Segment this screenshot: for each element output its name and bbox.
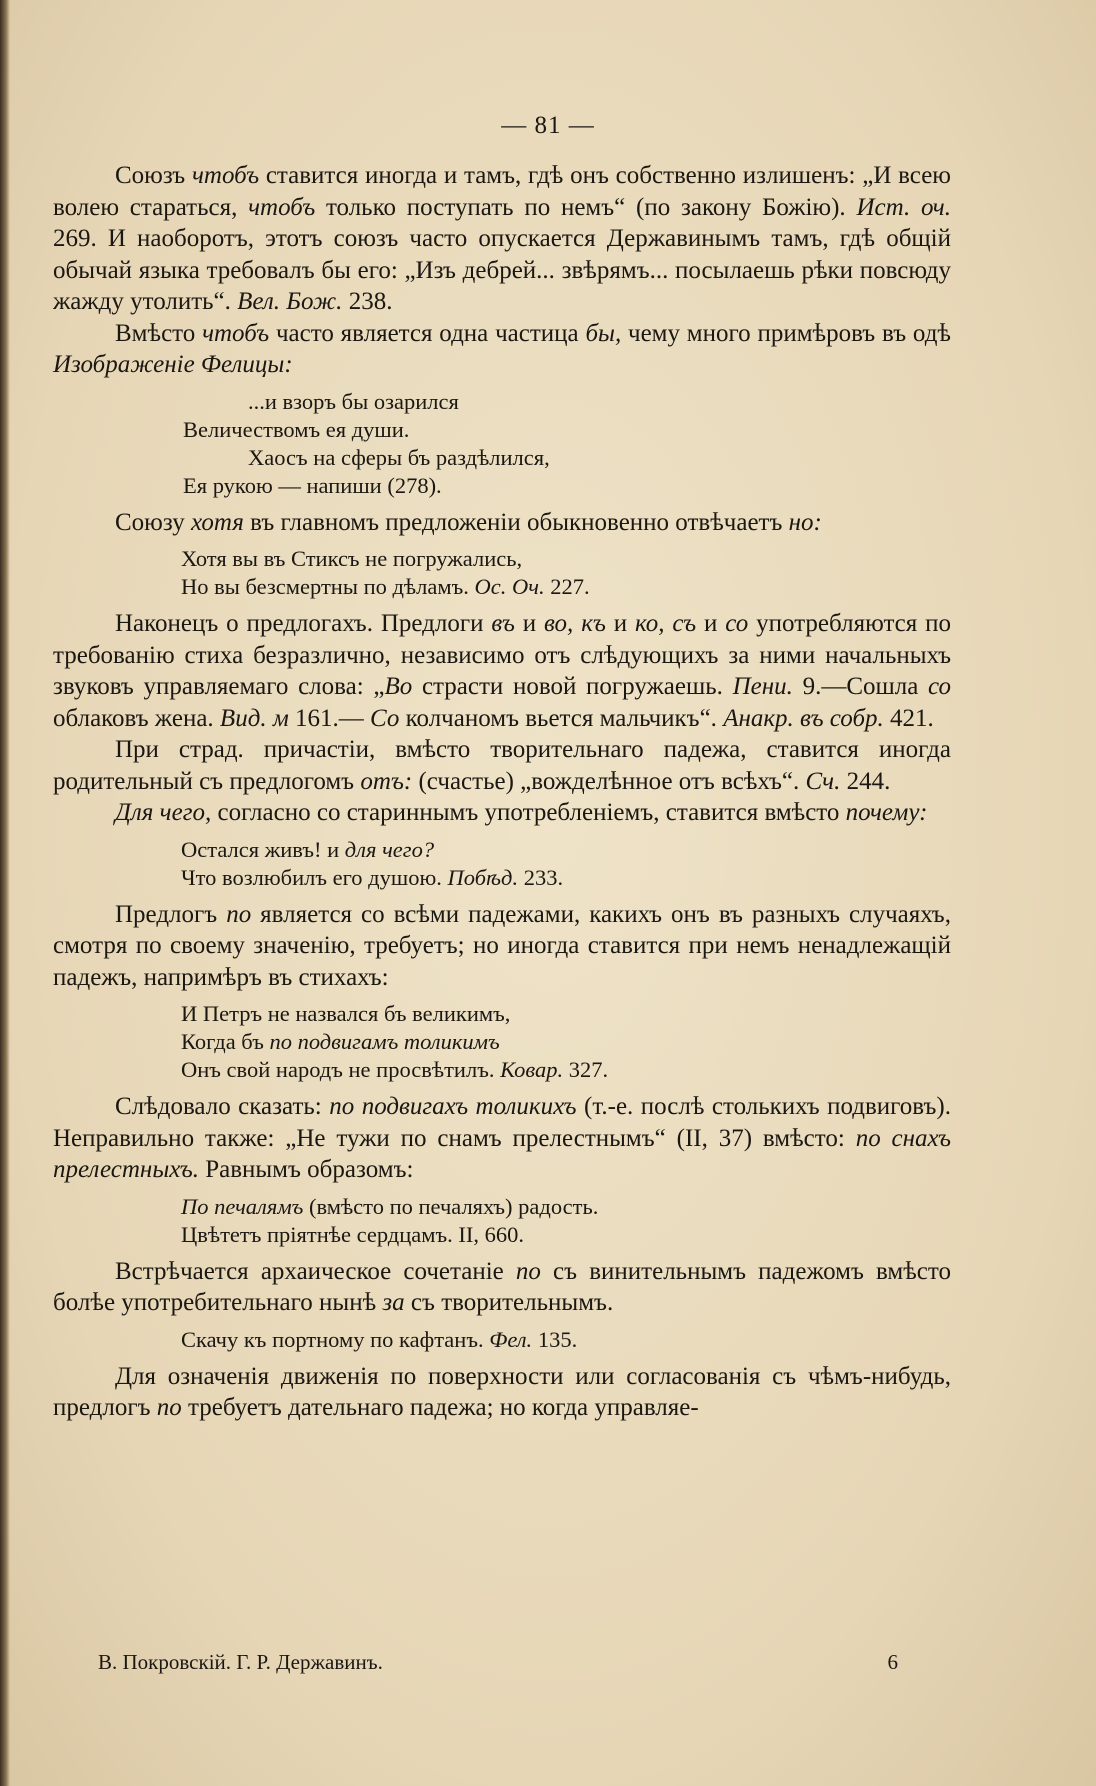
verse-line [181,1326,951,1354]
paragraph-1 [53,160,951,318]
paragraph-9 [53,1256,951,1319]
italic-word: по [156,1394,182,1421]
paragraph-10 [53,1361,951,1424]
italic-word: отъ: [360,767,413,795]
italic-word: Со [370,704,400,732]
text-run: страсти новой погружаешь. [412,673,733,700]
page-number: — 81 — [501,112,595,139]
text-run: Встрѣчается архаическое сочетаніе [115,1257,516,1285]
text-run: Когда бъ [181,1029,270,1054]
citation: Сч. [805,767,841,795]
italic-word: хотя [190,508,244,536]
text-run: 135. [532,1326,578,1352]
citation: Анакр. въ собр. [723,704,884,732]
italic-word: по подвигахъ толикихъ [329,1093,577,1120]
paragraph-6 [53,797,951,829]
text-run: 238. [342,288,393,315]
paragraph-2 [53,318,951,381]
text-run: 233. [518,864,564,890]
citation: Ист. оч. [856,193,951,221]
citation: Ковар. [500,1057,564,1082]
text-run: часто является одна частица [269,319,586,347]
text-run: употребляются по требованію стиха безразлично, независимо отъ слѣдующихъ за ними начальныхъ звуковъ управляемаго слова: „ [53,610,952,700]
text-run: въ главномъ предложеніи обыкновенно отвѣчаетъ [243,508,789,536]
citation: Фел. [489,1326,533,1352]
text-run: 227. [544,574,590,599]
citation: Вел. Бож. [237,288,343,315]
text-run: съ винительнымъ падежомъ вмѣсто болѣе употребительнаго нынѣ [53,1257,951,1316]
text-run: съ творительнымъ. [404,1289,614,1316]
text-run: 421. [883,704,934,732]
verse-line: Цвѣтетъ пріятнѣе сердцамъ. II, 660. [181,1221,525,1247]
text-run: ставится иногда и тамъ, гдѣ онъ собственно излишенъ: „И всею волею стараться, [53,162,951,221]
page-edge-shadow [0,0,10,1786]
text-run: Вмѣсто [115,319,203,347]
italic-word: по подвигамъ толикимъ [269,1029,500,1054]
italic-word: но: [788,508,822,536]
verse-line [181,1193,951,1221]
verse-line: ...и взоръ бы озарился [248,388,459,414]
citation: Пени. [732,673,793,700]
verse-line [181,1028,951,1056]
italic-word: во, [544,610,574,637]
italic-word: со [928,673,951,700]
text-run: Слѣдовало сказать: [115,1093,330,1120]
italic-word: ко, [635,610,665,637]
text-run: Для означенія движенія по поверхности или согласованія съ чѣмъ-нибудь, предлогъ [53,1362,951,1421]
text-run: и [696,610,726,637]
italic-word: со [725,610,749,637]
verse-line: Величествомъ ея души. [183,416,410,442]
text-run: Наконецъ о предлогахъ. Предлоги [115,610,492,637]
paragraph-8 [53,1091,951,1186]
text-run: Что возлюбилъ его душою. [181,864,448,890]
italic-word: къ [581,610,606,637]
verse-line [181,836,951,864]
text-run: чему много примѣровъ въ одѣ [621,319,951,347]
citation: Ос. Оч. [474,574,545,599]
text-run: (вмѣсто по печаляхъ) радость. [303,1193,599,1219]
citation: Вид. м [219,704,289,732]
footer-author-title: В. Покровскій. Г. Р. Державинъ. [98,1650,383,1674]
text-run: Остался живъ! и [181,836,345,862]
verse-line: Хаосъ на сферы бъ раздѣлился, [248,444,550,470]
paragraph-3 [53,507,951,539]
text-run: согласно со стариннымъ употребленіемъ, ставится вмѣсто [211,799,846,826]
text-run: 327. [563,1057,609,1082]
text-run: Союзу [115,508,191,536]
paragraph-4 [53,608,951,734]
ode-title: Изображеніе Фелицы: [53,351,293,378]
page-footer [98,1650,898,1675]
text-run: только поступать по немъ“ (по закону Божію). [315,193,857,221]
text-run: 161.— [288,704,371,732]
text-run: При страд. причастіи, вмѣсто творительнаго падежа, ставится иногда родительный съ предлогомъ [53,736,951,795]
text-run: и [605,610,636,637]
italic-word: Во [384,673,413,700]
italic-word: По печалямъ [181,1193,304,1219]
italic-word: по снахъ прелестныхъ. [53,1124,951,1183]
text-run: Онъ свой народъ не просвѣтилъ. [181,1057,501,1082]
text-run: колчаномъ вьется мальчикъ“. [399,704,724,732]
paragraph-7 [53,899,951,994]
italic-word: по [515,1257,541,1285]
verse-line [181,573,951,601]
verse-line: Хотя вы въ Стиксъ не погружались, [181,546,523,571]
verse-line: И Петръ не назвался бъ великимъ, [181,1001,511,1026]
text-run: 244. [840,767,891,795]
text-run: (счастье) „вожделѣнное отъ всѣхъ“. [412,767,806,795]
italic-word: Для чего, [115,799,212,826]
verse-line [181,864,951,892]
text-run: 269. И наоборотъ, этотъ союзъ часто опускается Державинымъ тамъ, гдѣ общій обычай языка требовалъ бы его: „Изъ дебрей... звѣрямъ... посылаешь рѣки повсюду жажду утолить“. [53,225,951,315]
italic-word: чтобъ [248,193,316,221]
text-run: Предлогъ [115,900,227,928]
italic-word: за [382,1289,405,1316]
text-run: (т.-е. послѣ столькихъ подвиговъ). Неправильно также: „Не тужи по снамъ прелестнымъ“ (II, 37) вмѣсто: [53,1093,951,1152]
text-run: требуетъ дательнаго падежа; но когда управляе- [181,1394,699,1421]
text-run: облаковъ жена. [53,704,220,732]
citation: Побѣд. [447,864,519,890]
italic-word: почему: [845,799,928,826]
italic-word: чтобъ [202,319,270,347]
text-run: Союзъ [115,162,192,189]
text-run: является со всѣми падежами, какихъ онъ въ разныхъ случаяхъ, смотря по своему значенію, требуетъ; но иногда ставится при немъ ненадлежащій падежъ, напримѣръ въ стихахъ: [53,900,951,991]
text-run: Скачу къ портному по кафтанъ. [181,1326,490,1352]
italic-word: въ [491,610,515,637]
page-body [53,160,951,1424]
verse-line [181,1056,951,1084]
text-run: 9.—Сошла [792,673,929,700]
italic-word: бы, [585,319,622,347]
text-run: Равнымъ образомъ: [198,1156,414,1183]
paragraph-5 [53,734,951,797]
signature-mark: 6 [887,1650,898,1674]
text-run: и [514,610,545,637]
italic-word: чтобъ [191,162,260,189]
italic-word: съ [672,610,697,637]
italic-word: по [226,900,252,928]
text-run: Но вы безсмертны по дѣламъ. [181,574,475,599]
verse-line: Ея рукою — напиши (278). [183,472,442,498]
italic-word: для чего? [344,836,435,862]
